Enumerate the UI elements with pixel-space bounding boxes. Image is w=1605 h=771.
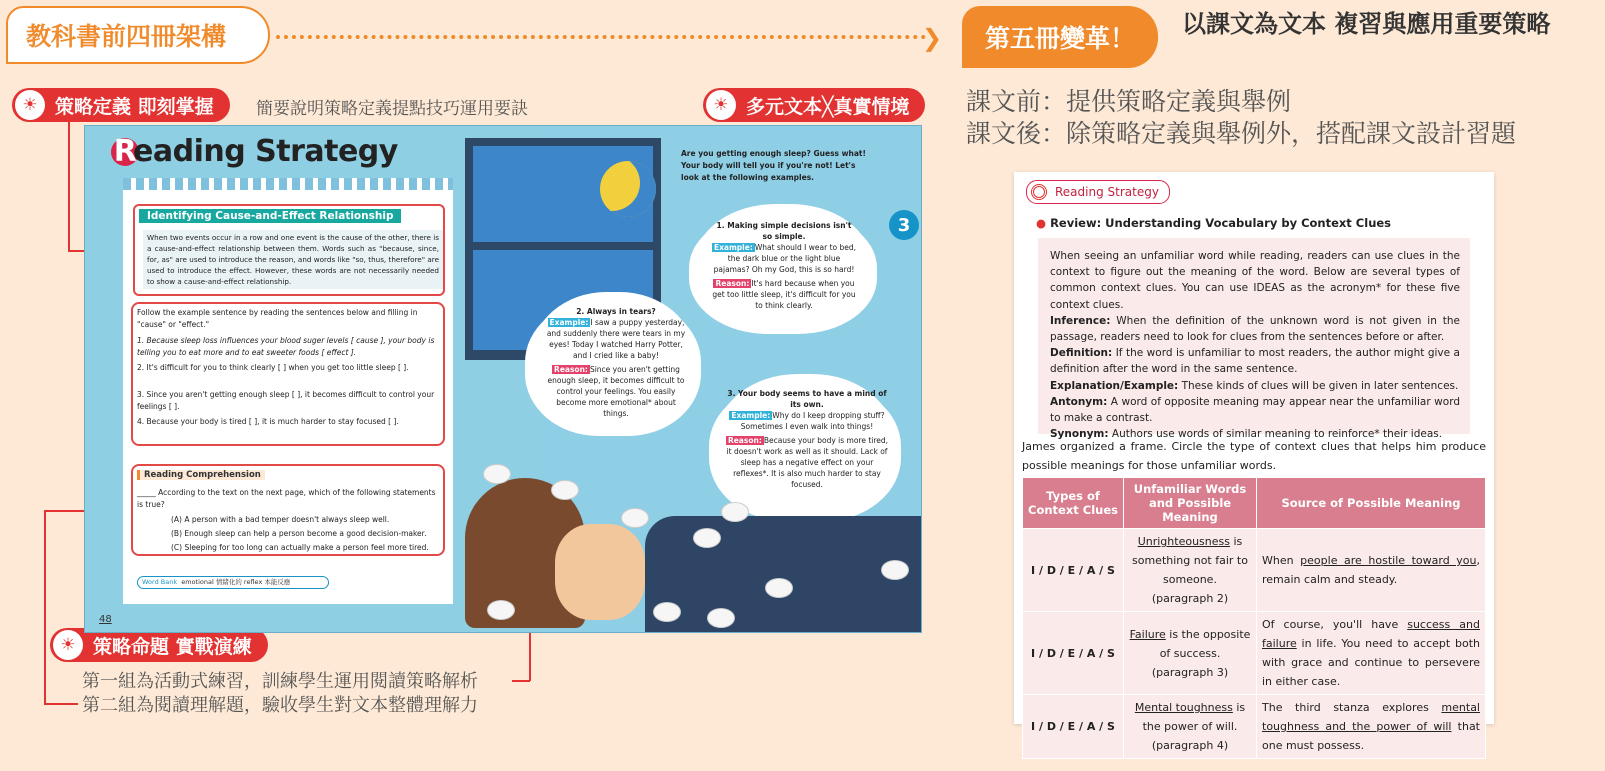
sheep-icon <box>483 464 511 484</box>
rc-question: _____ According to the text on the next page, which of the following statements is true? <box>137 488 436 509</box>
rc-option: (A) A person with a bad temper doesn't always sleep well. <box>171 515 390 524</box>
connector-line <box>68 122 70 252</box>
definition-card <box>133 204 445 296</box>
sheep-icon <box>693 528 721 548</box>
strategy-review-panel <box>1014 172 1494 752</box>
table-row <box>1023 612 1486 695</box>
tag-strategy-definition-label: 策略定義 即刻掌握 <box>55 95 214 118</box>
table-header: Unfamiliar Words and Possible Meaning <box>1124 478 1257 529</box>
page-number-left: 48 <box>99 614 112 625</box>
sheep-icon <box>487 600 515 620</box>
sheep-icon <box>881 560 909 580</box>
source-cell: When people are hostile toward you, remain calm and steady. <box>1257 529 1486 612</box>
word-cell: Mental toughness is the power of will. (paragraph 4) <box>1124 695 1257 759</box>
rc-option: (C) Sleeping for too long can actually make a person feel more tired. <box>171 543 429 552</box>
sheep-icon <box>621 508 649 528</box>
context-clues-table <box>1022 477 1486 759</box>
practice-note-activity: 第一組為活動式練習，訓練學生運用閱讀策略解析 <box>82 671 478 692</box>
lightbulb-icon: ☀ <box>53 630 83 660</box>
tag-strategy-practice <box>50 628 268 662</box>
headline: 以課文為文本 複習與應用重要策略 <box>1182 10 1551 38</box>
reading-strategy-title: Reading Strategy <box>111 134 398 169</box>
tag-multi-text-label: 多元文本╳真實情境 <box>746 95 910 118</box>
dotted-connector <box>276 35 926 39</box>
notepad-binding <box>123 178 453 190</box>
clue-type-cell: I / D / E / A / S <box>1023 612 1124 695</box>
section-body: When two events occur in a row and one event is the cause of the other, there is a cause-and-effect relationship between them. Words such as "because, since, for, as" are used to introduce the reason, and words like "so, thus, therefore" are used to introduce the effect. However, these words are not necessarily needed to show a cause-and-effect relationship. <box>143 230 443 289</box>
desc-line-after: 課文後：除策略定義與舉例外，搭配課文設計習題 <box>966 119 1517 148</box>
table-header: Types of Context Clues <box>1023 478 1124 529</box>
practice-note-comprehension: 第二組為閱讀理解題，驗收學生對文本整體理解力 <box>82 695 478 716</box>
tag-multi-text <box>703 88 925 122</box>
reading-strategy-tag: Reading Strategy <box>1026 180 1170 204</box>
textbook-spread <box>84 125 922 633</box>
lightbulb-icon: ☀ <box>15 90 45 120</box>
tab-volume-five-change: 第五冊變革！ <box>962 6 1158 68</box>
sheep-icon <box>551 480 579 500</box>
word-cell: Failure is the opposite of success. (paragraph 3) <box>1124 612 1257 695</box>
description <box>966 86 1516 150</box>
practice-notes <box>82 670 478 718</box>
connector-line <box>44 703 78 705</box>
desc-line-before: 課文前：提供策略定義與舉例 <box>966 87 1292 116</box>
lesson-number-badge: 3 <box>889 210 919 240</box>
word-bank: Word Bank emotional 情緒化的 reflex 本能反應 <box>137 576 329 589</box>
cloud-text: 3. Your body seems to have a mind of its own. Example: Why do I keep dropping stuff? Sometimes I even walk into things! Reason: Because your body is more tired, it doesn't work as well as it should. Lack of sleep has a negative effect on your reflexes*. It is also much harder to stay focused. <box>726 389 889 489</box>
page-intro: Are you getting enough sleep? Guess what! Your body will tell you if you're not! Let's look at the following examples. <box>681 149 866 182</box>
table-row <box>1023 695 1486 759</box>
target-icon <box>1031 184 1047 200</box>
sheep-icon <box>653 602 681 622</box>
context-clues-text: When seeing an unfamiliar word while reading, readers can use clues in the context to figure out the meaning of the word. Below are several types of common context clues. You can use IDEAS as the acronym* for these five context clues. Inference: When the definition of the unknown word is not given in the passage, readers need to look for clues from the sentences before or after. Definition: If the word is unfamiliar to most readers, the author might give a definition after the word in the same sentence. Explanation/Example: These kinds of clues will be given in later sentences. Antonym: A word of opposite meaning may appear near the unfamiliar word to make a contrast. Synonym: Authors use words of similar meaning to reinforce* their ideas. <box>1050 250 1460 441</box>
review-title: ● Review: Understanding Vocabulary by Context Clues <box>1036 216 1392 230</box>
exercise-intro: Follow the example sentence by reading the sentences below and filling in "cause" or "effect." <box>137 308 418 329</box>
clue-type-cell: I / D / E / A / S <box>1023 695 1124 759</box>
exercise-item: 3. Since you aren't getting enough sleep [ ], it becomes difficult to control your feelings [ ]. <box>137 390 435 411</box>
word-cell: Unrighteousness is something not fair to someone. (paragraph 2) <box>1124 529 1257 612</box>
exercise-item: 2. It's difficult for you to think clearly [ ] when you get too little sleep [ ]. <box>137 363 409 372</box>
tab-textbook-structure: 教科書前四冊架構 <box>6 6 270 64</box>
source-cell: The third stanza explores mental toughness and the power of will that one must possess. <box>1257 695 1486 759</box>
cloud-text: 2. Always in tears? Example: I saw a puppy yesterday, and suddenly there were tears in my eyes! Today I watched Harry Potter, and I cried like a baby! Reason: Since you aren't getting enough sleep, it becomes difficult to control your feelings. You easily become more emotional* about things. <box>546 307 686 418</box>
clue-type-cell: I / D / E / A / S <box>1023 529 1124 612</box>
sheep-icon <box>765 578 793 598</box>
person-face-illustration <box>555 524 645 620</box>
rc-label: Reading Comprehension <box>137 470 265 480</box>
connector-line <box>512 680 530 682</box>
reading-comprehension-card <box>131 464 445 556</box>
tag-strategy-definition <box>12 88 230 122</box>
exercise-item: 1. Because sleep loss influences your blood suger levels [ cause ], your body is telling you to eat more and to eat sweeter foods [ effect ]. <box>137 336 435 357</box>
exercise-card <box>131 302 445 446</box>
blanket-illustration <box>645 516 921 632</box>
sheep-icon <box>707 608 735 628</box>
tag-strategy-practice-label: 策略命題 實戰演練 <box>93 635 252 658</box>
lightbulb-icon: ☀ <box>706 90 736 120</box>
connector-line <box>44 510 46 704</box>
arrow-right-icon: ❯ <box>922 24 943 52</box>
task-instruction: James organized a frame. Circle the type of context clues that helps him produce possible meanings for those unfamiliar words. <box>1022 440 1486 472</box>
table-header: Source of Possible Meaning <box>1257 478 1486 529</box>
cloud-text: 1. Making simple decisions isn't so simple. Example: What should I wear to bed, the dark blue or the light blue pajamas? Oh my God, this is so hard! Reason: It's hard because when you get too little sleep, it's difficult for you to think clearly. <box>712 221 857 310</box>
rc-option: (B) Enough sleep can help a person become a good decision-maker. <box>171 529 427 538</box>
strategy-definition-note: 簡要說明策略定義提點技巧運用要訣 <box>256 99 528 119</box>
exercise-item: 4. Because your body is tired [ ], it is much harder to stay focused [ ]. <box>137 417 399 426</box>
sheep-icon <box>721 502 749 522</box>
section-label: Identifying Cause-and-Effect Relationship <box>139 209 401 223</box>
moon-icon <box>600 161 656 217</box>
source-cell: Of course, you'll have success and failure in life. You need to accept both with grace and continue to persevere in either case. <box>1257 612 1486 695</box>
table-row <box>1023 529 1486 612</box>
